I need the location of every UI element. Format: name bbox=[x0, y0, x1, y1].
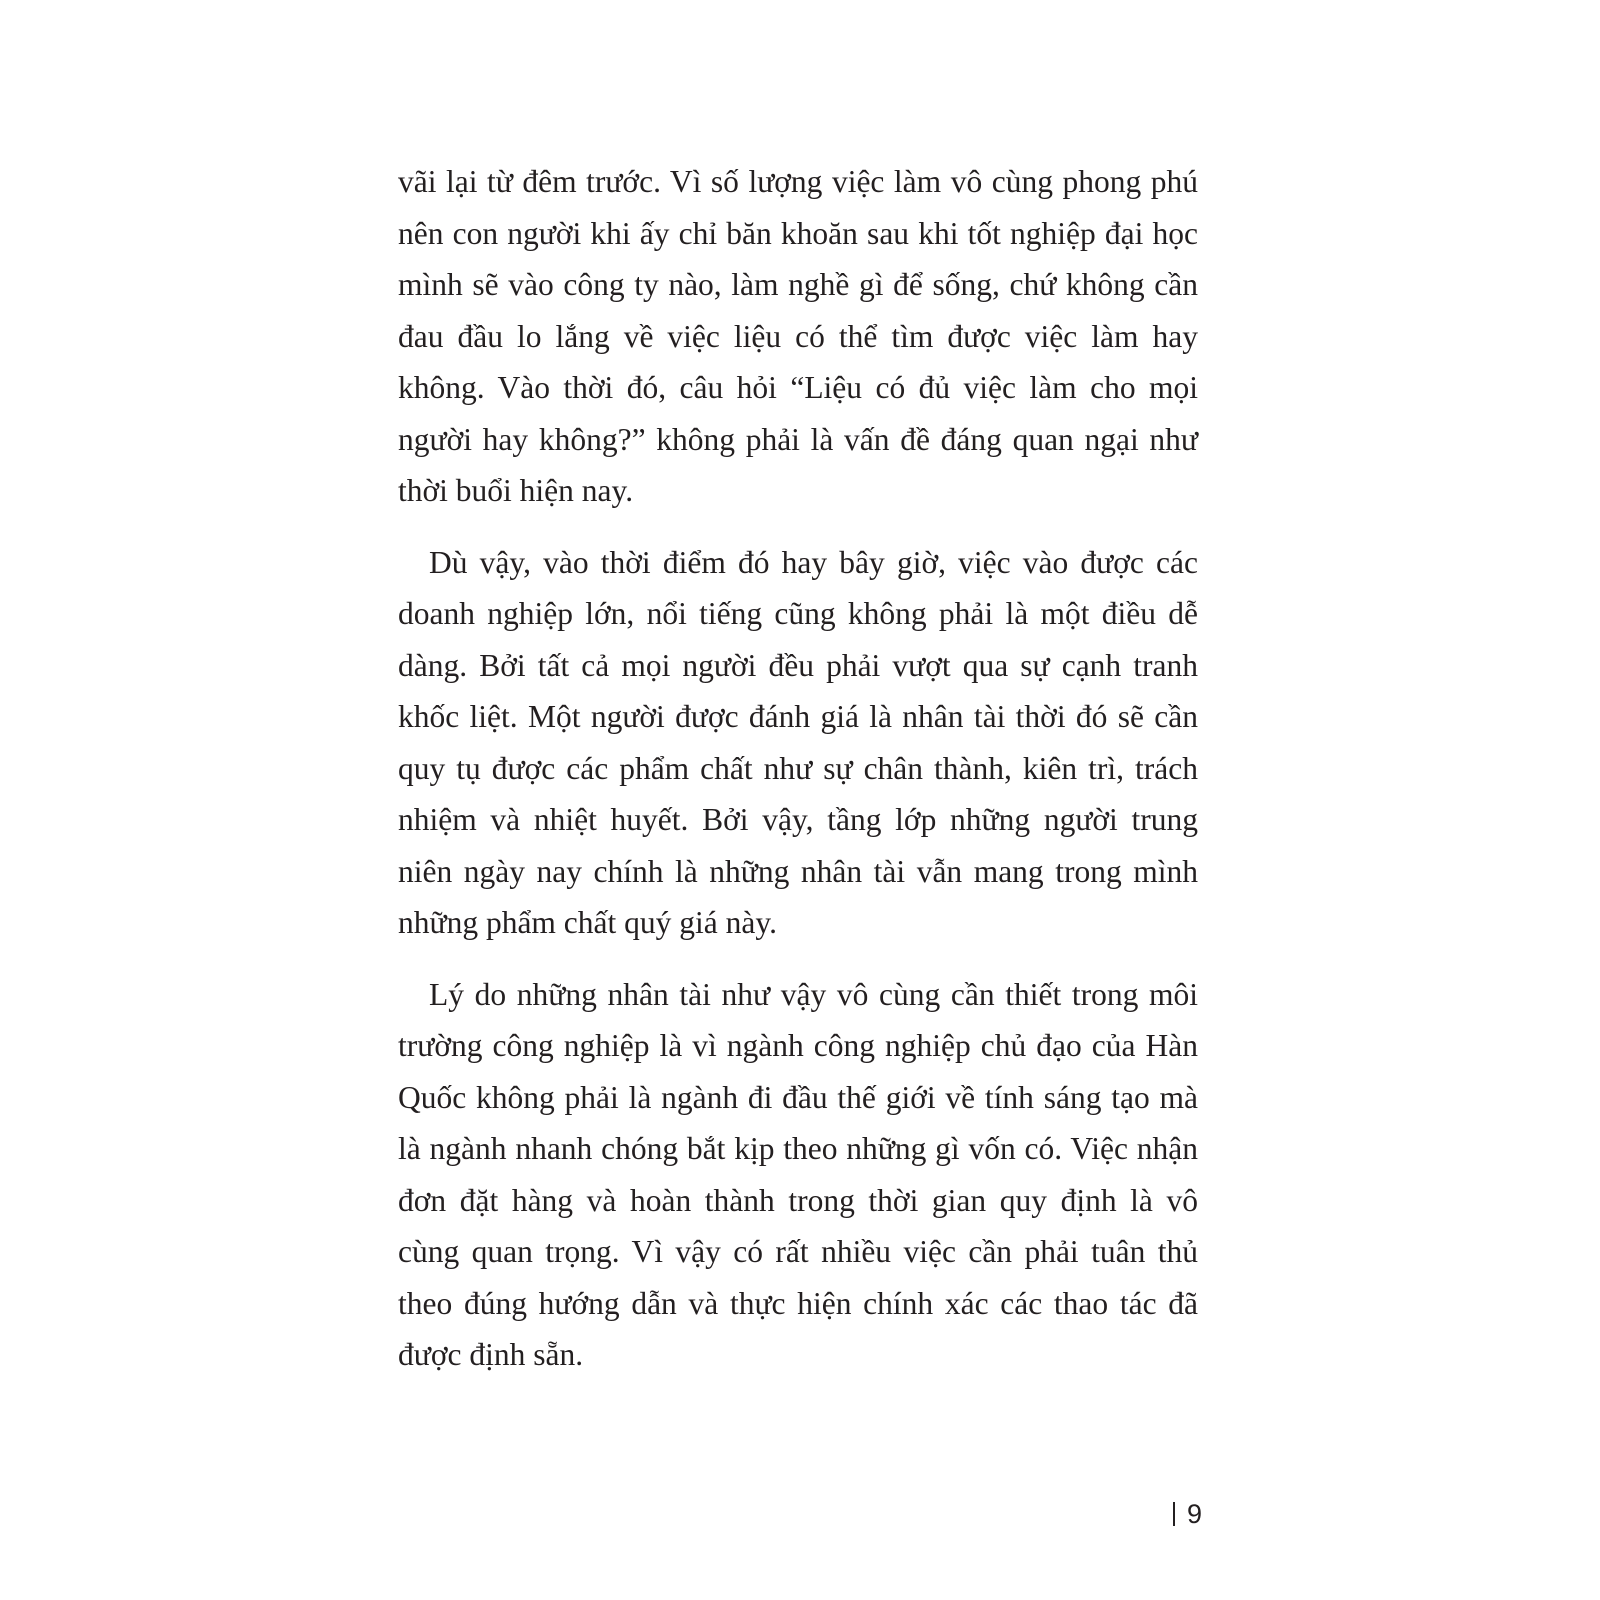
page-number-separator bbox=[1173, 1502, 1175, 1526]
paragraph-3: Lý do những nhân tài như vậy vô cùng cần thiết trong môi trường công nghiệp là vì ngành công nghiệp chủ đạo của Hàn Quốc không phải là ngành đi đầu thế giới về tính sáng tạo mà là ngành nhanh chóng bắt kịp theo những gì vốn có. Việc nhận đơn đặt hàng và hoàn thành trong thời gian quy định là vô cùng quan trọng. Vì vậy có rất nhiều việc cần phải tuân thủ theo đúng hướng dẫn và thực hiện chính xác các thao tác đã được định sẵn. bbox=[398, 976, 1198, 1372]
page-number-value: 9 bbox=[1186, 1498, 1202, 1529]
page-number bbox=[1173, 1496, 1202, 1532]
body-text bbox=[398, 156, 1198, 1381]
paragraph-1: vãi lại từ đêm trước. Vì số lượng việc làm vô cùng phong phú nên con người khi ấy chỉ băn khoăn sau khi tốt nghiệp đại học mình sẽ vào công ty nào, làm nghề gì để sống, chứ không cần đau đầu lo lắng về việc liệu có thể tìm được việc làm hay không. Vào thời đó, câu hỏi “Liệu có đủ việc làm cho mọi người hay không?” không phải là vấn đề đáng quan ngại như thời buổi hiện nay. bbox=[398, 164, 1198, 508]
paragraph-2: Dù vậy, vào thời điểm đó hay bây giờ, việc vào được các doanh nghiệp lớn, nổi tiếng cũng không phải là một điều dễ dàng. Bởi tất cả mọi người đều phải vượt qua sự cạnh tranh khốc liệt. Một người được đánh giá là nhân tài thời đó sẽ cần quy tụ được các phẩm chất như sự chân thành, kiên trì, trách nhiệm và nhiệt huyết. Bởi vậy, tầng lớp những người trung niên ngày nay chính là những nhân tài vẫn mang trong mình những phẩm chất quý giá này. bbox=[398, 544, 1198, 940]
